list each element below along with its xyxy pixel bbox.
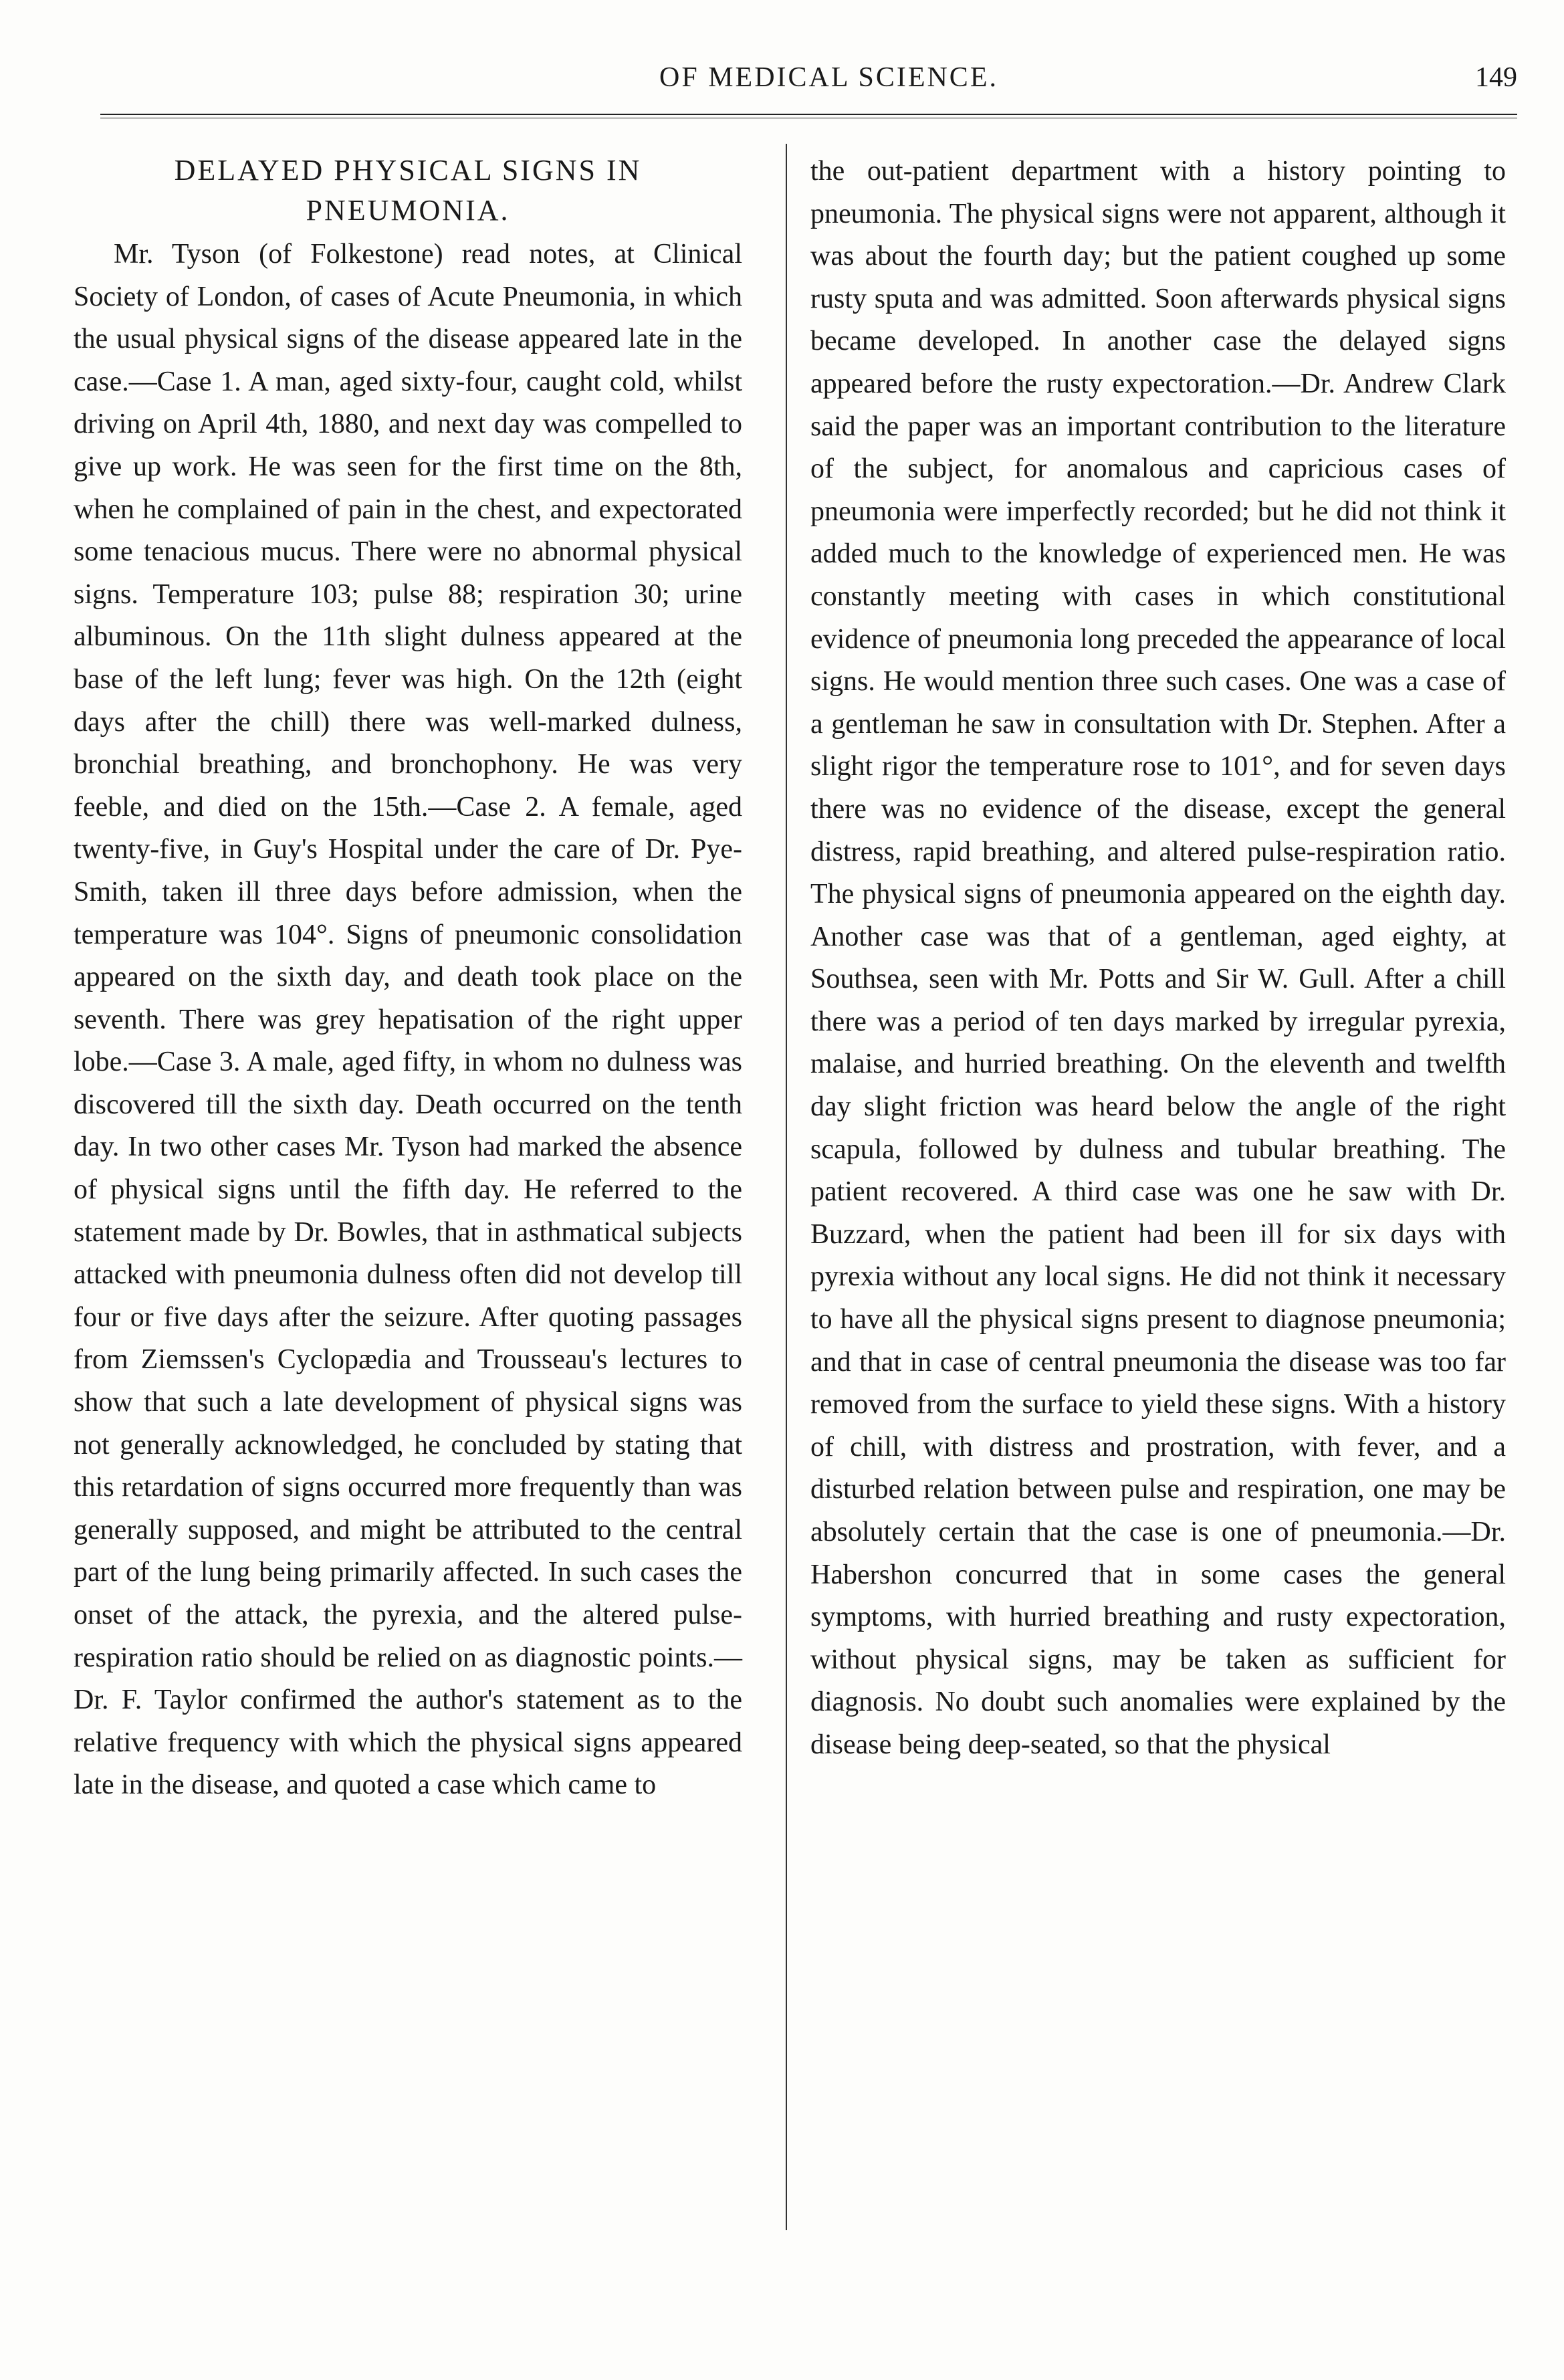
article-title: DELAYED PHYSICAL SIGNS IN PNEUMONIA. xyxy=(174,154,642,227)
running-title: OF MEDICAL SCIENCE. xyxy=(659,62,998,93)
running-head xyxy=(100,62,1517,108)
right-column xyxy=(810,150,1506,1767)
left-column-text: Mr. Tyson (of Folkestone) read notes, at Clinical Society of London, of cases of Acute Pneumonia, in which the usual physical signs of the disease appeared late in the case.—Case 1. A man, aged sixty-four, caught cold, whilst driving on April 4th, 1880, and next day was compelled to give up work. He was seen for the first time on the 8th, when he complained of pain in the chest, and expectorated some tenacious mucus. There were no abnormal physical signs. Temperature 103; pulse 88; respiration 30; urine albuminous. On the 11th slight dulness appeared at the base of the left lung; fever was high. On the 12th (eight days after the chill) there was well-marked dulness, bronchial breathing, and bronchophony. He was very feeble, and died on the 15th.—Case 2. A female, aged twenty-five, in Guy's Hospital under the care of Dr. Pye-Smith, taken ill three days before admission, when the temperature was 104°. Signs of pneumonic consolidation appeared on the sixth day, and death took place on the seventh. There was grey hepatisation of the right upper lobe.—Case 3. A male, aged fifty, in whom no dulness was discovered till the sixth day. Death occurred on the tenth day. In two other cases Mr. Tyson had marked the absence of physical signs until the fifth day. He referred to the statement made by Dr. Bowles, that in asthmatical subjects attacked with pneumonia dulness often did not develop till four or five days after the seizure. After quoting passages from Ziemssen's Cyclopædia and Trousseau's lectures to show that such a late development of physical signs was not generally acknowledged, he concluded by stating that this retardation of signs occurred more frequently than was generally supposed, and might be attributed to the central part of the lung being primarily affected. In such cases the onset of the attack, the pyrexia, and the altered pulse-respiration ratio should be relied on as diagnostic points.—Dr. F. Taylor confirmed the author's statement as to the relative frequency with which the physical signs appeared late in the disease, and quoted a case which came to xyxy=(74,239,742,1801)
left-column xyxy=(74,150,742,1807)
header-rule xyxy=(100,114,1517,118)
column-divider xyxy=(786,144,787,2230)
page-number: 149 xyxy=(1475,62,1517,93)
right-column-text: the out-patient department with a history pointing to pneumonia. The physical signs were not apparent, although it was about the fourth day; but the patient coughed up some rusty sputa and was admitted. Soon afterwards physical signs became developed. In another case the delayed signs appeared before the rusty expectoration.—Dr. Andrew Clark said the paper was an important contribution to the literature of the subject, for anomalous and capricious cases of pneumonia were imperfectly recorded; but he did not think it added much to the knowledge of experienced men. He was constantly meeting with cases in which constitutional evidence of pneumonia long preceded the appearance of local signs. He would mention three such cases. One was a case of a gentleman he saw in consultation with Dr. Stephen. After a slight rigor the temperature rose to 101°, and for seven days there was no evidence of the disease, except the general distress, rapid breathing, and altered pulse-respiration ratio. The physical signs of pneumonia appeared on the eighth day. Another case was that of a gentleman, aged eighty, at Southsea, seen with Mr. Potts and Sir W. Gull. After a chill there was a period of ten days marked by irregular pyrexia, malaise, and hurried breathing. On the eleventh and twelfth day slight friction was heard below the angle of the right scapula, followed by dulness and tubular breathing. The patient recovered. A third case was one he saw with Dr. Buzzard, when the patient had been ill for six days with pyrexia without any local signs. He did not think it necessary to have all the physical signs present to diagnose pneumonia; and that in case of central pneumonia the disease was too far removed from the surface to yield these signs. With a history of chill, with distress and prostration, with fever, and a disturbed relation between pulse and respiration, one may be absolutely certain that the case is one of pneumonia.—Dr. Habershon concurred that in some cases the general symptoms, with hurried breathing and rusty expectoration, without physical signs, may be taken as sufficient for diagnosis. No doubt such anomalies were explained by the disease being deep-seated, so that the physical xyxy=(810,156,1506,1760)
